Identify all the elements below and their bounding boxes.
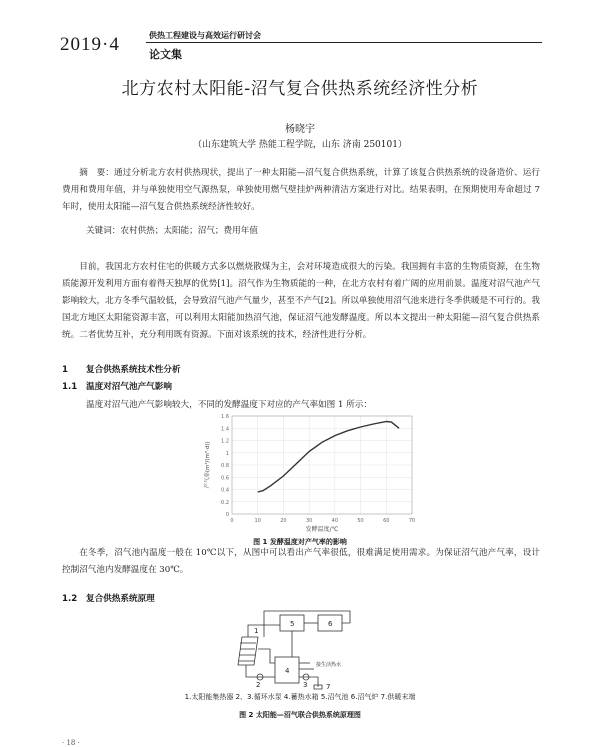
chart-x-axis-label: 发酵温度/℃ — [305, 526, 339, 533]
intro-paragraph — [62, 259, 540, 344]
author-name: 杨晓宇 — [285, 124, 315, 135]
chart-y-tick-label: 1.4 — [221, 426, 229, 433]
fig2-label-7: 7 — [326, 683, 331, 691]
fig2-label-4: 4 — [285, 667, 290, 675]
issue-year: 2019·4 — [60, 34, 120, 55]
temperature-text: 在冬季，沼气池内温度一般在 10℃以下，从图中可以看出产气率很低，很难满足使用需求。为保证沼气池产气率，设计控制沼气池内发酵温度在 30℃。 — [62, 548, 540, 575]
chart-y-tick-label: 1.2 — [221, 438, 229, 445]
header-rule — [146, 42, 542, 43]
chart-intro-text: 温度对沼气池产气影响较大，不同的发酵温度下对应的产气率如图 1 所示： — [86, 400, 372, 410]
chart-y-tick-label: 0.2 — [221, 499, 229, 506]
section-number: 1.1 — [62, 382, 78, 392]
fig2-label-3: 3 — [303, 681, 308, 689]
page-footer: · 18 · — [62, 739, 80, 747]
section-title: 复合供热系统技术性分析 — [86, 365, 181, 375]
fig2-label-1: 1 — [254, 627, 259, 635]
chart-x-tick-label: 0 — [230, 518, 234, 524]
section-1-heading — [62, 363, 181, 375]
intro-text: 目前，我国北方农村住宅的供暖方式多以燃烧散煤为主，会对环境造成很大的污染。我国拥有丰富的生物质资源，在生物质能源开发利用方面有着得天独厚的优势[1]。沼气作为生物质能的一种，在北方农村有着广阔的应用前景。温度对沼气池产气影响较大，北方冬季气温较低，会导致沼气池产气量少，甚至不产气[2]。所以单独使用沼气池来进行冬季供暖是不可行的。我国北方地区太阳能资源丰富，可以利用太阳能加热沼气池，保证沼气池发酵温度。所以本文提出一种太阳能—沼气复合供热系统。二者优势互补，充分利用既有资源。下面对该系统的技术，经济性进行分析。 — [62, 262, 540, 340]
chart-y-tick-label: 0.4 — [221, 487, 229, 494]
section-label: 论文集 — [149, 48, 182, 61]
section-title: 温度对沼气池产气影响 — [86, 382, 172, 392]
chart-x-tick-label: 50 — [357, 518, 364, 524]
fig2-label-5: 5 — [290, 620, 295, 628]
chart-series-line — [258, 422, 399, 493]
chart-y-tick-label: 1.6 — [221, 414, 229, 420]
chart-y-tick-label: 0.6 — [221, 475, 229, 482]
fig1-chart — [200, 410, 420, 534]
fig2-schematic — [230, 603, 390, 691]
abstract-text: 摘 要：通过分析北方农村供热现状，提出了一种太阳能—沼气复合供热系统，计算了该复合供热系统的设备造价、运行费用和费用年值，并与单独使用空气源热泵，单独使用燃气壁挂炉两种清洁方案进行对比。结果表明，在预期使用寿命超过 7 年时，使用太阳能—沼气复合供热系统经济性较好。 — [62, 168, 540, 212]
fig2-caption: 图 2 太阳能—沼气联合供热系统原理图 — [239, 711, 361, 719]
fig2-label-2: 2 — [256, 681, 261, 689]
section-number: 1.2 — [62, 594, 78, 604]
chart-x-tick-label: 60 — [383, 518, 390, 524]
keywords: 关键词：农村供热；太阳能；沼气；费用年值 — [86, 226, 258, 236]
affiliation: （山东建筑大学 热能工程学院，山东 济南 250101） — [193, 140, 407, 150]
section-1-2-heading — [62, 592, 155, 604]
fig1-caption: 图 1 发酵温度对产气率的影响 — [253, 538, 347, 546]
section-1-1-heading — [62, 380, 172, 392]
solar-collector-icon — [238, 637, 258, 665]
chart-x-tick-label: 30 — [305, 518, 313, 524]
chart-x-tick-label: 20 — [280, 518, 287, 524]
chart-y-tick-label: 0 — [225, 512, 229, 518]
fig2-hot-water-label: 接生活热水 — [316, 662, 342, 668]
chart-x-tick-label: 40 — [331, 518, 339, 524]
section-number: 1 — [62, 365, 68, 375]
temperature-paragraph — [62, 545, 540, 579]
chart-y-axis-label: 产气率(m³/(m³·d)) — [205, 441, 211, 489]
chart-y-tick-label: 0.8 — [221, 463, 229, 469]
paper-title: 北方农村太阳能-沼气复合供热系统经济性分析 — [121, 79, 479, 99]
conference-name: 供热工程建设与高效运行研讨会 — [149, 31, 261, 40]
chart-x-tick-label: 70 — [408, 518, 416, 524]
abstract — [62, 165, 540, 216]
fig2-label-6: 6 — [328, 620, 333, 628]
section-title: 复合供热系统原理 — [86, 594, 155, 604]
chart-x-tick-label: 10 — [254, 518, 261, 524]
chart-y-tick-label: 1 — [225, 450, 229, 457]
fig2-legend: 1.太阳能集热器 2、3.循环水泵 4.蓄热水箱 5.沼气池 6.沼气炉 7.供暖末端 — [184, 693, 416, 701]
